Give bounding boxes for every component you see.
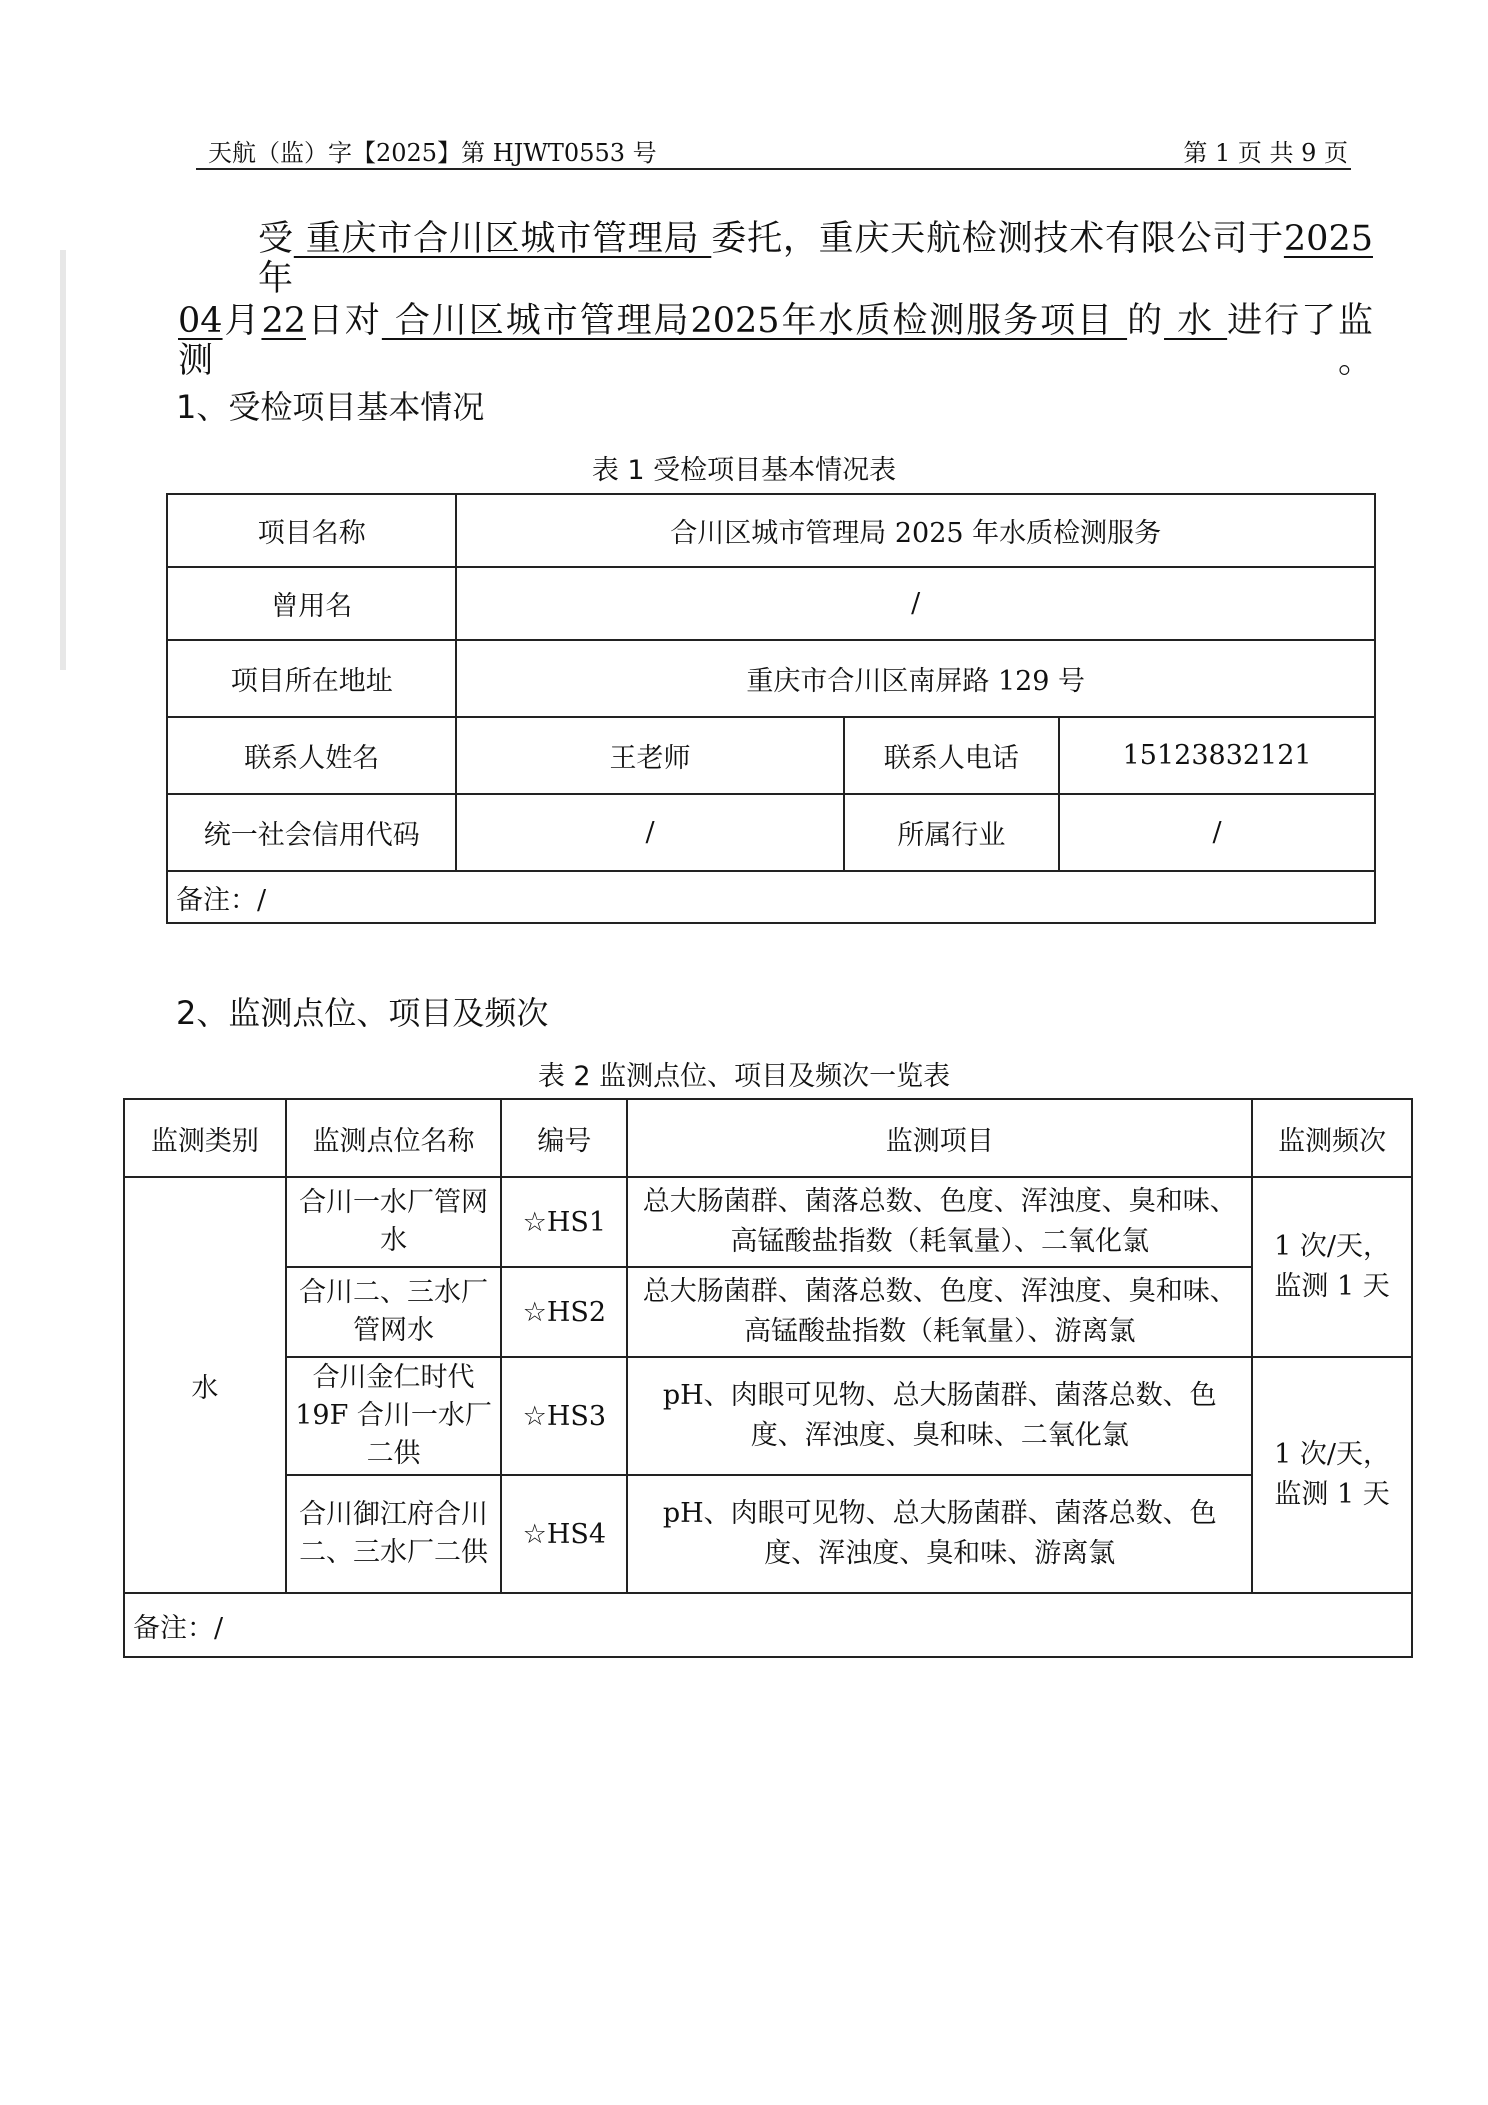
items-cell: 总大肠菌群、菌落总数、色度、浑浊度、臭和味、高锰酸盐指数（耗氧量）、二氧化氯 xyxy=(627,1177,1252,1267)
column-header: 监测项目 xyxy=(627,1099,1252,1177)
intro-word: 日对 xyxy=(306,301,382,341)
cell-label: 项目名称 xyxy=(167,494,456,567)
table-row xyxy=(124,1475,1412,1593)
column-header: 编号 xyxy=(501,1099,627,1177)
table-row xyxy=(167,567,1375,640)
intro-day: 22 xyxy=(261,301,306,341)
frequency-cell: 1 次/天，监测 1 天 xyxy=(1252,1357,1412,1593)
intro-word: 月 xyxy=(222,301,262,341)
subject: 水 xyxy=(1164,301,1228,341)
frequency-cell: 1 次/天，监测 1 天 xyxy=(1252,1177,1412,1357)
page-indicator: 第 1 页 共 9 页 xyxy=(1183,139,1348,167)
code-cell: ☆HS1 xyxy=(501,1177,627,1267)
intro-word: 的 xyxy=(1127,301,1165,341)
category-cell: 水 xyxy=(124,1177,286,1593)
table-row xyxy=(124,1593,1412,1657)
cell-label: 统一社会信用代码 xyxy=(167,794,456,871)
intro-line-2 xyxy=(178,301,1373,381)
table-row xyxy=(124,1267,1412,1357)
column-header: 监测点位名称 xyxy=(286,1099,502,1177)
code-cell: ☆HS4 xyxy=(501,1475,627,1593)
items-cell: pH、肉眼可见物、总大肠菌群、菌落总数、色度、浑浊度、臭和味、游离氯 xyxy=(627,1475,1252,1593)
cell-value: 15123832121 xyxy=(1059,717,1375,794)
table-2-caption: 表 2 监测点位、项目及频次一览表 xyxy=(537,1061,951,1092)
cell-label: 曾用名 xyxy=(167,567,456,640)
intro-line-1 xyxy=(258,219,1373,299)
location-cell: 合川御江府合川二、三水厂二供 xyxy=(286,1475,502,1593)
cell-value: 重庆市合川区南屏路 129 号 xyxy=(456,640,1375,717)
cell-label: 联系人姓名 xyxy=(167,717,456,794)
intro-month: 04 xyxy=(178,301,223,341)
table-note: 备注：/ xyxy=(124,1593,1412,1657)
table-header-row xyxy=(124,1099,1412,1177)
code-cell: ☆HS2 xyxy=(501,1267,627,1357)
section-2-title: 2、监测点位、项目及频次 xyxy=(176,994,549,1032)
section-1-title: 1、受检项目基本情况 xyxy=(176,388,485,426)
intro-word: 受 xyxy=(258,219,294,259)
items-cell: 总大肠菌群、菌落总数、色度、浑浊度、臭和味、高锰酸盐指数（耗氧量）、游离氯 xyxy=(627,1267,1252,1357)
cell-label: 项目所在地址 xyxy=(167,640,456,717)
table-note: 备注：/ xyxy=(167,871,1375,923)
intro-word: 委托，重庆天航检测技术有限公司于 xyxy=(711,219,1284,259)
location-cell: 合川金仁时代19F 合川一水厂二供 xyxy=(286,1357,502,1475)
intro-word: 年 xyxy=(258,259,294,299)
table-row xyxy=(167,717,1375,794)
monitoring-table xyxy=(123,1098,1413,1658)
report-number: 天航（监）字【2025】第 HJWT0553 号 xyxy=(208,139,657,167)
table-1-caption: 表 1 受检项目基本情况表 xyxy=(591,455,897,486)
cell-label: 联系人电话 xyxy=(844,717,1060,794)
location-cell: 合川一水厂管网水 xyxy=(286,1177,502,1267)
cell-label: 所属行业 xyxy=(844,794,1060,871)
header-rule xyxy=(196,168,1351,170)
intro-year: 2025 xyxy=(1283,219,1373,259)
table-row xyxy=(124,1357,1412,1475)
cell-value: / xyxy=(456,794,843,871)
cell-value: 合川区城市管理局 2025 年水质检测服务 xyxy=(456,494,1375,567)
client-name: 重庆市合川区城市管理局 xyxy=(293,219,712,259)
location-cell: 合川二、三水厂管网水 xyxy=(286,1267,502,1357)
column-header: 监测频次 xyxy=(1252,1099,1412,1177)
table-row xyxy=(167,871,1375,923)
column-header: 监测类别 xyxy=(124,1099,286,1177)
project-name: 合川区城市管理局2025年水质检测服务项目 xyxy=(381,301,1128,341)
cell-value: / xyxy=(1059,794,1375,871)
table-row xyxy=(167,494,1375,567)
cell-value: / xyxy=(456,567,1375,640)
cell-value: 王老师 xyxy=(456,717,843,794)
intro-word: 进行了监测。 xyxy=(178,301,1373,381)
table-row xyxy=(167,794,1375,871)
table-row xyxy=(124,1177,1412,1267)
code-cell: ☆HS3 xyxy=(501,1357,627,1475)
project-info-table xyxy=(166,493,1376,924)
items-cell: pH、肉眼可见物、总大肠菌群、菌落总数、色度、浑浊度、臭和味、二氧化氯 xyxy=(627,1357,1252,1475)
table-row xyxy=(167,640,1375,717)
